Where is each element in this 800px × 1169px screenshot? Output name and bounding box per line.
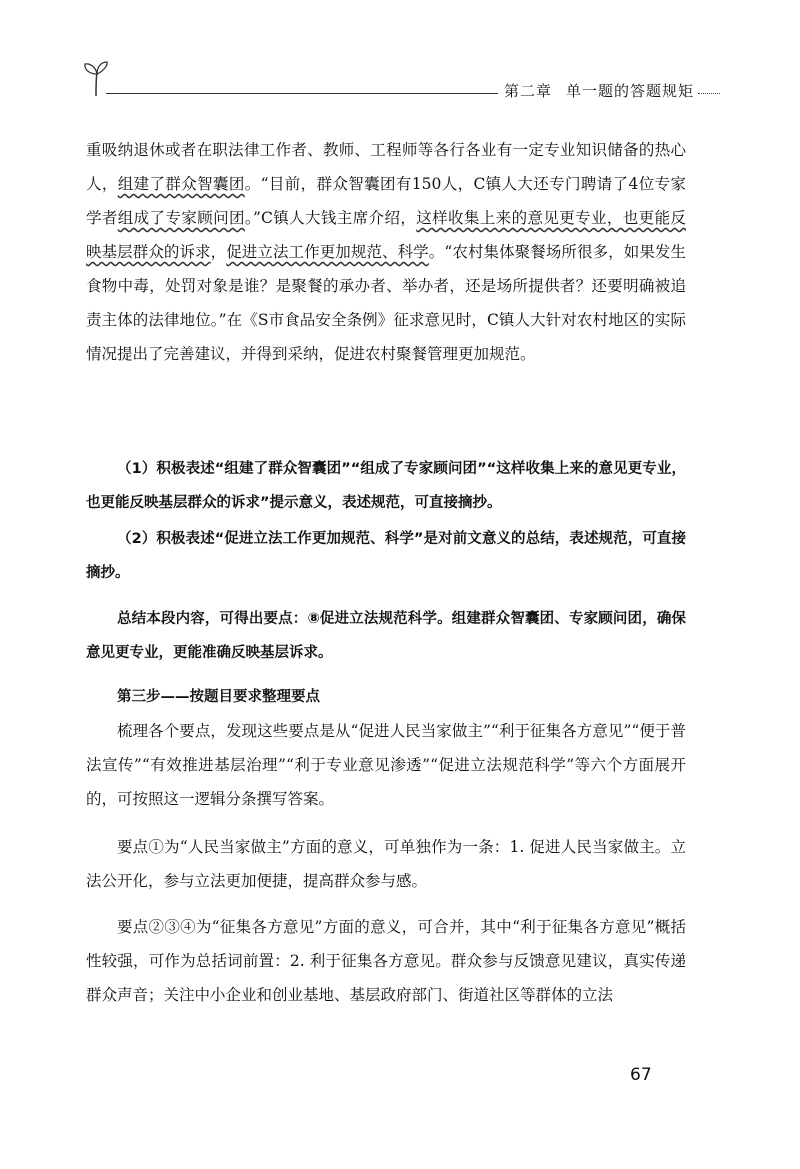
header-dotted-rule [698,93,720,94]
paragraph-sorting: 梳理各个要点，发现这些要点是从“促进人民当家做主”“利于征集各方意见”“便于普法宣传”“有效推进基层治理”“利于专业意见渗透”“促进立法规范科学”等六个方面展开的，可按照这一逻辑分条撰写答案。 [86,722,686,808]
step-heading: 第三步——按题目要求整理要点 [117,689,320,705]
highlight-think-tank: 组建了群众智囊团 [117,175,245,193]
analysis-point-1: （1）积极表述“组建了群众智囊团”“组成了专家顾问团”“这样收集上来的意见更专业，也更能反映基层群众的诉求”提示意义，表述规范，可直接摘抄。 [86,461,686,511]
header-rule [106,93,498,94]
highlight-legislation-standard: 促进立法工作更加规范、科学 [226,243,429,261]
highlight-expert-panel: 组成了专家顾问团 [117,209,245,227]
page-header [80,60,720,100]
highlight-professional-opinion: 这样收集上来的意见更专业，也更能反映基层群众的诉求 [86,209,686,261]
chapter-heading [504,80,694,101]
paragraph-point-1: 要点①为“人民当家做主”方面的意义，可单独作为一条：1. 促进人民当家做主。立法公开化，参与立法更加便捷，提高群众参与感。 [86,838,686,890]
analysis-point-2: （2）积极表述“促进立法工作更加规范、科学”是对前文意义的总结，表述规范，可直接摘抄。 [86,531,686,581]
page-number: 67 [630,1065,652,1085]
paragraph-case-text: 重吸纳退休或者在职法律工作者、教师、工程师等各行各业有一定专业知识储备的热心人，组建了群众智囊团。“目前，群众智囊团有150人，C镇人大还专门聘请了4位专家学者组成了专家顾问团。”C镇人大钱主席介绍，这样收集上来的意见更专业，也更能反映基层群众的诉求，促进立法工作更加规范、科学。“农村集体聚餐场所很多，如果发生食物中毒，处罚对象是谁？是聚餐的承办者、举办者，还是场所提供者？还要明确被追责主体的法律地位。”在《S市食品安全条例》征求意见时，C镇人大针对农村地区的实际情况提出了完善建议，并得到采纳，促进农村聚餐管理更加规范。 [86,141,686,363]
summary-paragraph: 总结本段内容，可得出要点：⑧促进立法规范科学。组建群众智囊团、专家顾问团，确保意见更专业，更能准确反映基层诉求。 [86,611,686,661]
chapter-title: 单一题的答题规矩 [566,82,695,100]
paragraph-point-2: 要点②③④为“征集各方意见”方面的意义，可合并，其中“利于征集各方意见”概括性较强，可作为总括词前置：2. 利于征集各方意见。群众参与反馈意见建议，真实传递群众声音；关注中小企业和创业基地、基层政府部门、街道社区等群体的立法 [86,918,686,1004]
chapter-number: 第二章 [504,82,553,100]
